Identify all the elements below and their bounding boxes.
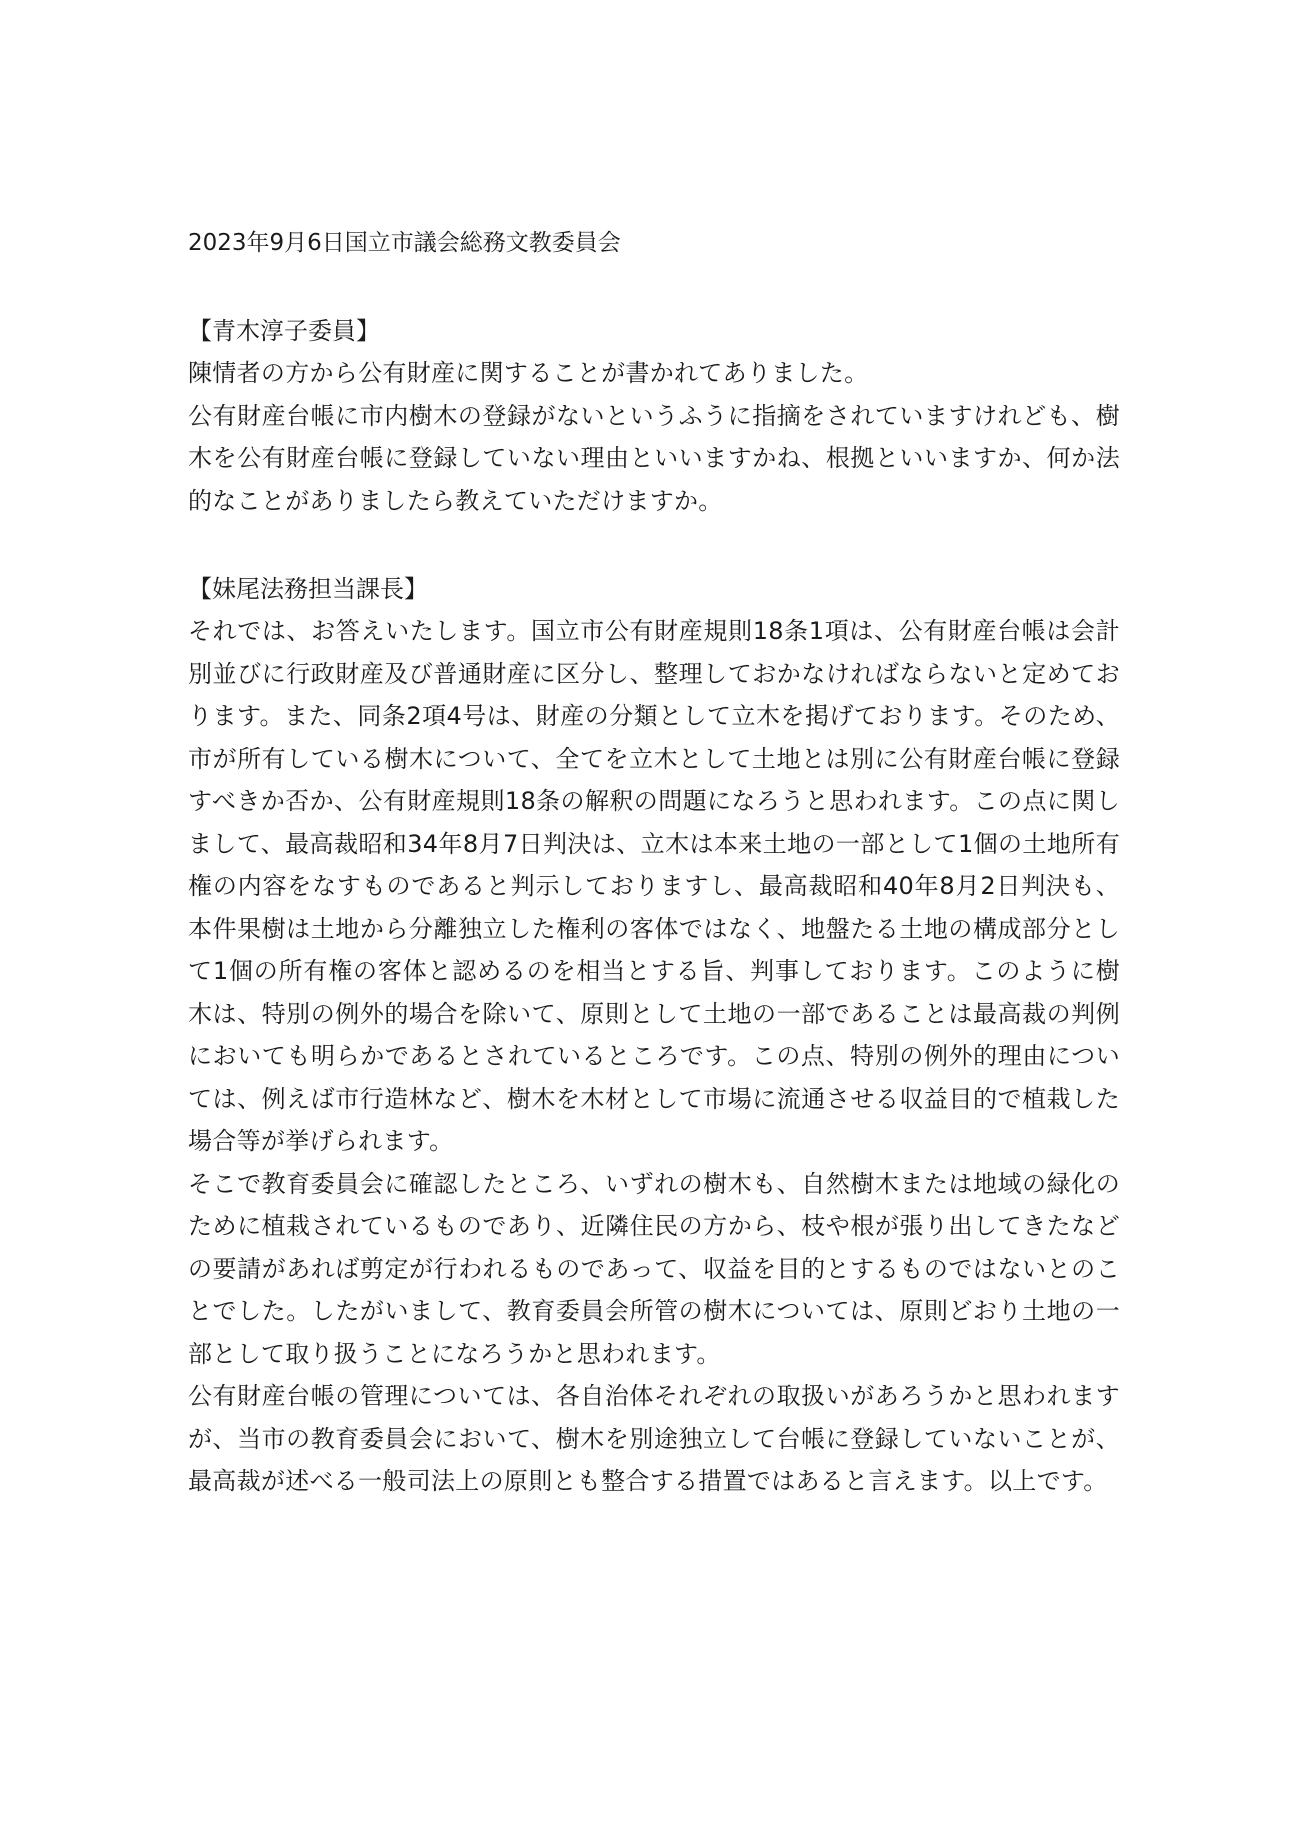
document-body [188, 228, 1120, 1549]
statement-paragraph: 公有財産台帳の管理については、各自治体それぞれの取扱いがあろうかと思われますが、当市の教育委員会において、樹木を別途独立して台帳に登録していないことが、最高裁が述べる一般司法上の原則とも整合する措置ではあると言えます。以上です。 [188, 1382, 1120, 1495]
document-title: 2023年9月6日国立市議会総務文教委員会 [188, 230, 621, 256]
statement-paragraph: 陳情者の方から公有財産に関することが書かれてありました。 [188, 359, 869, 387]
section-aoki [188, 310, 1120, 522]
statement-paragraph: それでは、お答えいたします。国立市公有財産規則18条1項は、公有財産台帳は会計別並びに行政財産及び普通財産に区分し、整理しておかなければならないと定めております。また、同条2項4号は、財産の分類として立木を掲げております。そのため、市が所有している樹木について、全てを立木として土地とは別に公有財産台帳に登録すべきか否か、公有財産規則18条の解釈の問題になろうと思われます。この点に関しまして、最高裁昭和34年8月7日判決は、立木は本来土地の一部として1個の土地所有権の内容をなすものであると判示しておりますし、最高裁昭和40年8月2日判決も、本件果樹は土地から分離独立した権利の客体ではなく、地盤たる土地の構成部分として1個の所有権の客体と認めるのを相当とする旨、判事しております。このように樹木は、特別の例外的場合を除いて、原則として土地の一部であることは最高裁の判例においても明らかであるとされているところです。この点、特別の例外的理由については、例えば市行造林など、樹木を木材として市場に流通させる収益目的で植栽した場合等が挙げられます。 [188, 617, 1120, 1155]
section-senoo [188, 568, 1120, 1503]
statement-paragraph: そこで教育委員会に確認したところ、いずれの樹木も、自然樹木または地域の緑化のために植栽されているものであり、近隣住民の方から、枝や根が張り出してきたなどの要請があれば剪定が行われるものであって、収益を目的とするものではないとのことでした。したがいまして、教育委員会所管の樹木については、原則どおり土地の一部として取り扱うことになろうかと思われます。 [188, 1169, 1120, 1368]
speaker-label: 【青木淳子委員】 [188, 317, 380, 345]
statement-paragraph: 公有財産台帳に市内樹木の登録がないというふうに指摘をされていますけれども、樹木を公有財産台帳に登録していない理由といいますかね、根拠といいますか、何か法的なことがありましたら教えていただけますか。 [188, 401, 1120, 515]
speaker-label: 【妹尾法務担当課長】 [188, 575, 428, 603]
